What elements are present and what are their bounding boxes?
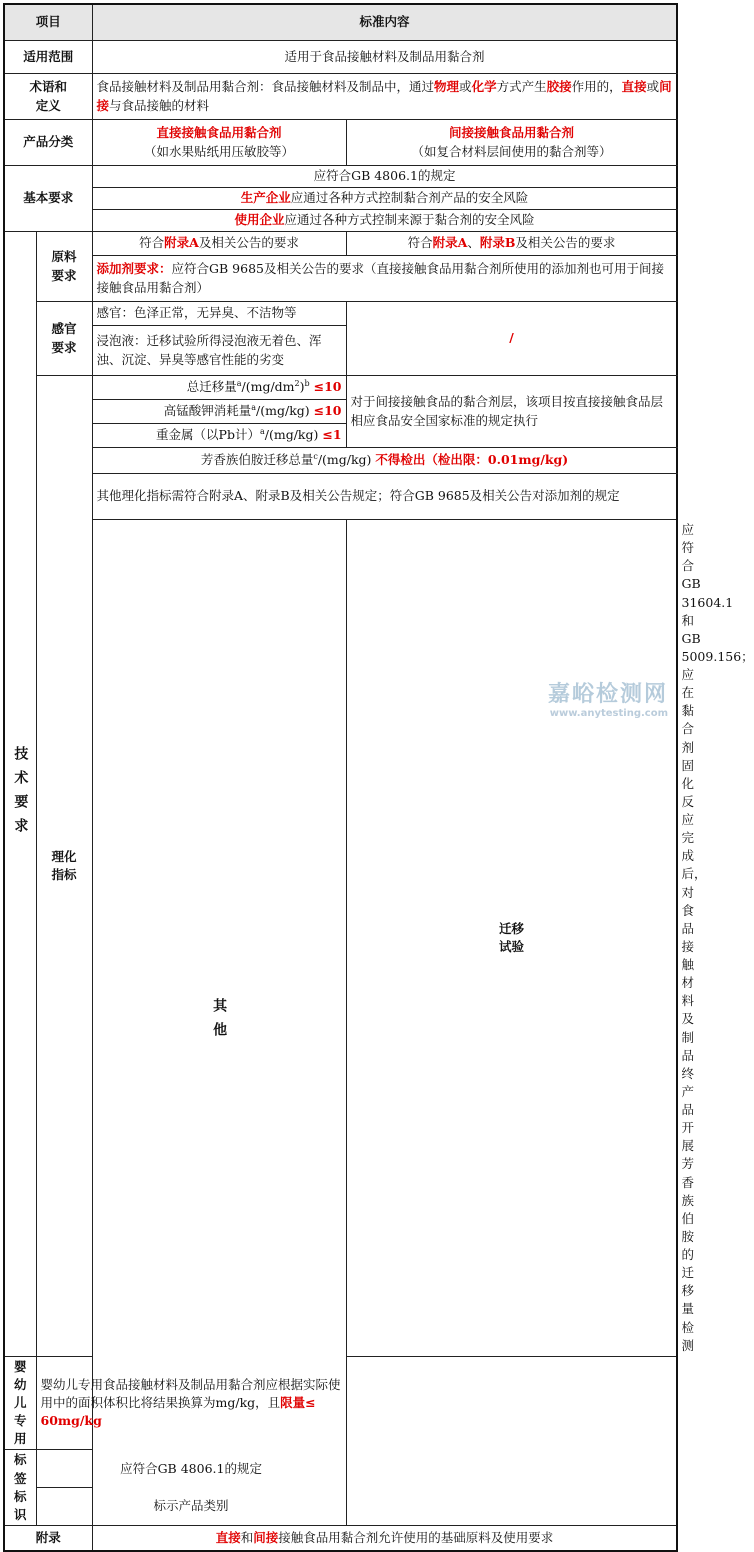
infant-label [4, 1356, 36, 1450]
scope-text: 适用于食品接触材料及制品用黏合剂 [92, 41, 677, 74]
heavy-metal-limit: ≤1 [322, 427, 342, 443]
aromatic-amine-unit: /(mg/kg) [317, 452, 372, 468]
infant-label-a: 婴幼儿 [13, 1358, 27, 1410]
raw-direct-p1: 符合 [139, 235, 165, 251]
appendix-text [92, 1525, 677, 1551]
tech-label: 技术要求 [12, 745, 29, 842]
additive-text [92, 256, 677, 302]
infant-text [36, 1356, 346, 1450]
label-mark-label-b: 标识 [13, 1488, 27, 1522]
label-row-2 [4, 1488, 677, 1526]
sensory-row-1 [4, 302, 677, 326]
tech-label-cell [4, 232, 36, 1357]
header-content: 标准内容 [92, 4, 677, 41]
watermark-sub: www.anytesting.com [549, 708, 668, 719]
label-row-1 [4, 1450, 677, 1488]
basic-label: 基本要求 [4, 166, 92, 232]
appendix-label: 附录 [4, 1525, 92, 1551]
aromatic-amine-limit: 不得检出（检出限：0.01mg/kg) [375, 452, 569, 468]
basic-line2 [92, 188, 677, 210]
terms-p5: 或 [646, 79, 660, 95]
terms-p2: 或 [459, 79, 472, 95]
additive-rest: 应符合GB 9685及相关公告的要求（直接接触食品用黏合剂所使用的添加剂也可用于间接接触食品用黏合剂） [96, 261, 664, 295]
producer-label: 生产企业 [240, 190, 291, 206]
raw-direct [92, 232, 346, 256]
physchem-row-4 [4, 448, 677, 474]
terms-bonding: 胶接 [546, 79, 572, 95]
total-migration-exp: 2 [294, 379, 300, 389]
physchem-label [36, 376, 92, 1357]
physchem-indirect-note: 对于间接接触食品的黏合剂层，该项目按直接接触食品层相应食品安全国家标准的规定执行 [346, 376, 677, 448]
physchem-label-a: 理化 [51, 848, 77, 864]
heavy-metal-name: 重金属（以Pb计） [156, 427, 260, 443]
kmno4 [92, 400, 346, 424]
watermark-logo [548, 677, 668, 719]
physchem-row-1 [4, 376, 677, 400]
kmno4-unit: /(mg/kg) [256, 403, 310, 419]
terms-p6: 与食品接触的材料 [109, 97, 210, 113]
raw-indirect-p3: 及相关公告的要求 [515, 235, 616, 251]
indirect-title: 间接接触食品用黏合剂 [449, 125, 575, 141]
infant-limit: 限量≤ 60mg/kg [40, 1395, 316, 1429]
total-migration [92, 376, 346, 400]
total-migration-limit: ≤10 [313, 379, 342, 395]
terms-p3: 方式产生 [496, 79, 547, 95]
label-mark-label [4, 1450, 36, 1526]
terms-label-b: 定义 [35, 97, 61, 113]
sensory-indirect: / [346, 302, 677, 376]
raw-indirect-appendix-a: 附录A [432, 235, 468, 251]
migration-label [346, 520, 677, 1357]
terms-text [92, 74, 677, 120]
appendix-indirect: 间接 [253, 1530, 279, 1546]
appendix-row [4, 1525, 677, 1551]
aromatic-amine-name: 芳香族伯胺迁移总量 [200, 452, 314, 468]
label-mark-label-a: 标签 [13, 1452, 27, 1486]
kmno4-sup: a [251, 403, 257, 413]
kmno4-limit: ≤10 [313, 403, 342, 419]
raw-direct-p2: 及相关公告的要求 [198, 235, 299, 251]
producer-text: 应通过各种方式控制黏合剂产品的安全风险 [290, 190, 529, 206]
classification-label: 产品分类 [4, 120, 92, 166]
aromatic-amine-sup: c [313, 452, 318, 462]
infant-label-b: 专用 [13, 1413, 27, 1447]
terms-p4: 作用的， [571, 79, 622, 95]
total-migration-unit: /(mg/dm [241, 379, 295, 395]
direct-note: （如水果贴纸用压敏胶等） [144, 143, 295, 159]
total-migration-sup: a [236, 379, 242, 389]
terms-direct: 直接 [621, 79, 647, 95]
sensory-label-a: 感官 [51, 321, 77, 337]
raw-indirect-appendix-b: 附录B [479, 235, 516, 251]
migration-label-b: 试验 [499, 938, 525, 954]
raw-indirect-p2: 、 [467, 235, 480, 251]
basic-row-1 [4, 166, 677, 188]
raw-indirect [346, 232, 677, 256]
terms-label [4, 74, 92, 120]
total-migration-sup-b: b [304, 379, 310, 389]
heavy-metal-unit: /(mg/kg) [264, 427, 319, 443]
standard-table [3, 3, 754, 1552]
terms-indirect: 间接 [96, 79, 672, 113]
aromatic-amine [92, 448, 677, 474]
raw-label-b: 要求 [51, 267, 77, 283]
indirect-note: （如复合材料层间使用的黏合剂等） [411, 143, 612, 159]
label-mark-line1: 应符合GB 4806.1的规定 [36, 1450, 346, 1488]
raw-row-2 [4, 256, 677, 302]
raw-label-a: 原料 [51, 249, 77, 265]
kmno4-name: 高锰酸钾消耗量 [163, 403, 252, 419]
other-label: 其他 [211, 998, 228, 1047]
heavy-metal [92, 424, 346, 448]
scope-label: 适用范围 [4, 41, 92, 74]
user-label: 使用企业 [234, 212, 285, 228]
total-migration-name: 总迁移量 [186, 379, 237, 395]
physchem-other: 其他理化指标需符合附录A、附录B及相关公告规定；符合GB 9685及相关公告对添加剂的规定 [92, 474, 677, 520]
header-item: 项目 [4, 4, 92, 41]
additive-label: 添加剂要求： [96, 261, 172, 277]
terms-row [4, 74, 677, 120]
sensory-label-b: 要求 [51, 339, 77, 355]
raw-indirect-p1: 符合 [407, 235, 433, 251]
label-mark-line2: 标示产品类别 [36, 1488, 346, 1526]
scope-row [4, 41, 677, 74]
terms-physical: 物理 [434, 79, 460, 95]
migration-row: 其他 迁移 试验 应符合GB 31604.1 和GB 5009.156；应在黏合剂固化反应完成后，对食品接触材料及制品终产品开展芳香族伯胺的迁移量检测 [4, 520, 677, 1357]
sensory-line2: 浸泡液：迁移试验所得浸泡液无着色、浑浊、沉淀、异臭等感官性能的劣变 [92, 326, 346, 376]
raw-direct-appendix-a: 附录A [164, 235, 199, 251]
basic-row-3 [4, 210, 677, 232]
watermark-main: 嘉峪检测网 [547, 682, 668, 707]
appendix-p1: 和 [240, 1530, 254, 1546]
physchem-row-5 [4, 474, 677, 520]
physchem-label-b: 指标 [51, 866, 77, 882]
classification-row [4, 120, 677, 166]
terms-chemical: 化学 [471, 79, 497, 95]
basic-line1: 应符合GB 4806.1的规定 [92, 166, 677, 188]
sensory-line1: 感官：色泽正常，无异臭、不洁物等 [92, 302, 346, 326]
appendix-p2: 接触食品用黏合剂允许使用的基础原料及使用要求 [278, 1530, 554, 1546]
appendix-direct: 直接 [215, 1530, 241, 1546]
user-text: 应通过各种方式控制来源于黏合剂的安全风险 [284, 212, 535, 228]
classification-indirect [346, 120, 677, 166]
heavy-metal-sup: a [259, 427, 265, 437]
migration-label-a: 迁移 [499, 920, 525, 936]
infant-row [4, 1356, 677, 1450]
terms-label-a: 术语和 [29, 79, 68, 95]
sensory-label [36, 302, 92, 376]
basic-row-2 [4, 188, 677, 210]
raw-label [36, 232, 92, 302]
basic-line3 [92, 210, 677, 232]
raw-row-1 [4, 232, 677, 256]
infant-text-body: 婴幼儿专用食品接触材料及制品用黏合剂应根据实际使用中的面积体积比将结果换算为mg/kg，且 [40, 1376, 341, 1410]
header-row [4, 4, 677, 41]
total-migration-close: ) [299, 379, 305, 395]
terms-p1: 食品接触材料及制品用黏合剂：食品接触材料及制品中，通过 [96, 79, 435, 95]
classification-direct [92, 120, 346, 166]
direct-title: 直接接触食品用黏合剂 [156, 125, 282, 141]
